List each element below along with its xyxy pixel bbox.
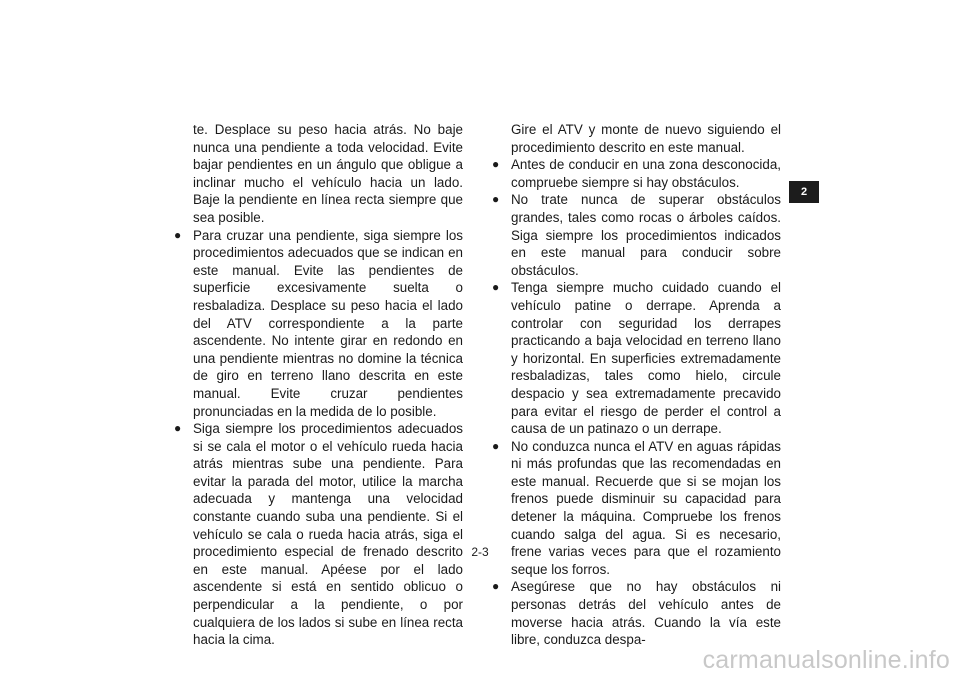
- left-column: [174, 121, 463, 649]
- watermark: carmanualsonline.info: [702, 646, 950, 674]
- bullet-icon: ●: [492, 280, 500, 295]
- right-column: [492, 121, 781, 649]
- right-continuation-text: Gire el ATV y monte de nuevo siguiendo el procedimiento descrito en este manual.: [511, 122, 781, 155]
- list-item-text: Tenga siempre mucho cuidado cuando el vehículo patine o derrape. Aprenda a controlar con seguridad los derrapes practicando a baja velocidad en terreno llano y horizontal. En superficies extremadamente resbaladizas, tales como hielo, circule despacio y sea extremadamente precavido para evitar el riesgo de perder el control a causa de un patinazo o un derrape.: [511, 280, 781, 437]
- list-item: [492, 191, 781, 279]
- bullet-icon: ●: [492, 438, 500, 453]
- list-item-text: Para cruzar una pendiente, siga siempre los procedimientos adecuados que se indican en este manual. Evite las pendientes de superficie excesivamente suelta o resbaladiza. Desplace su peso hacia el lado del ATV correspondiente a la parte ascendente. No intente girar en redondo en una pendiente mientras no domine la técnica de giro en terreno llano descrita en este manual. Evite cruzar pendientes pronunciadas en la medida de lo posible.: [193, 227, 463, 419]
- left-continuation-text: te. Desplace su peso hacia atrás. No baje nunca una pendiente a toda velocidad. Evite bajar pendientes en un ángulo que obligue a inclinar mucho el vehículo hacia un lado. Baje la pendiente en línea recta siempre que sea posible.: [193, 122, 463, 225]
- bullet-icon: ●: [492, 157, 500, 172]
- bullet-icon: ●: [492, 192, 500, 207]
- list-item: [492, 578, 781, 648]
- bullet-icon: ●: [174, 421, 182, 436]
- chapter-tab: 2: [789, 181, 819, 203]
- list-item-text: Siga siempre los procedimientos adecuados si se cala el motor o el vehículo rueda hacia atrás mientras sube una pendiente. Para evitar la parada del motor, utilice la marcha adecuada y mantenga una velocidad constante cuando suba una pendiente. Si el vehículo se cala o rueda hacia atrás, siga el procedimiento especial de frenado descrito en este manual. Apéese por el lado ascendente si está en sentido oblicuo o perpendicular a la pendiente, o por cualquiera de los lados si sube en línea recta hacia la cima.: [193, 421, 463, 648]
- list-item-text: Antes de conducir en una zona desconocida, compruebe siempre si hay obstáculos.: [511, 157, 781, 190]
- bullet-icon: ●: [492, 579, 500, 594]
- list-item: [492, 156, 781, 191]
- list-item: [174, 420, 463, 649]
- list-item: [492, 279, 781, 437]
- page-number: 2-3: [471, 545, 489, 559]
- bullet-icon: ●: [174, 227, 182, 242]
- list-item-text: No conduzca nunca el ATV en aguas rápidas ni más profundas que las recomendadas en este manual. Recuerde que si se mojan los frenos puede disminuir su capacidad para detener la máquina. Compruebe los frenos cuando salga del agua. Si es necesario, frene varias veces para que el rozamiento seque los forros.: [511, 438, 781, 577]
- list-item-text: Asegúrese que no hay obstáculos ni personas detrás del vehículo antes de moverse hacia atrás. Cuando la vía este libre, conduzca despa-: [511, 579, 781, 648]
- list-item-text: No trate nunca de superar obstáculos grandes, tales como rocas o árboles caídos. Siga siempre los procedimientos indicados en este manual para conducir sobre obstáculos.: [511, 192, 781, 278]
- list-item: [174, 227, 463, 421]
